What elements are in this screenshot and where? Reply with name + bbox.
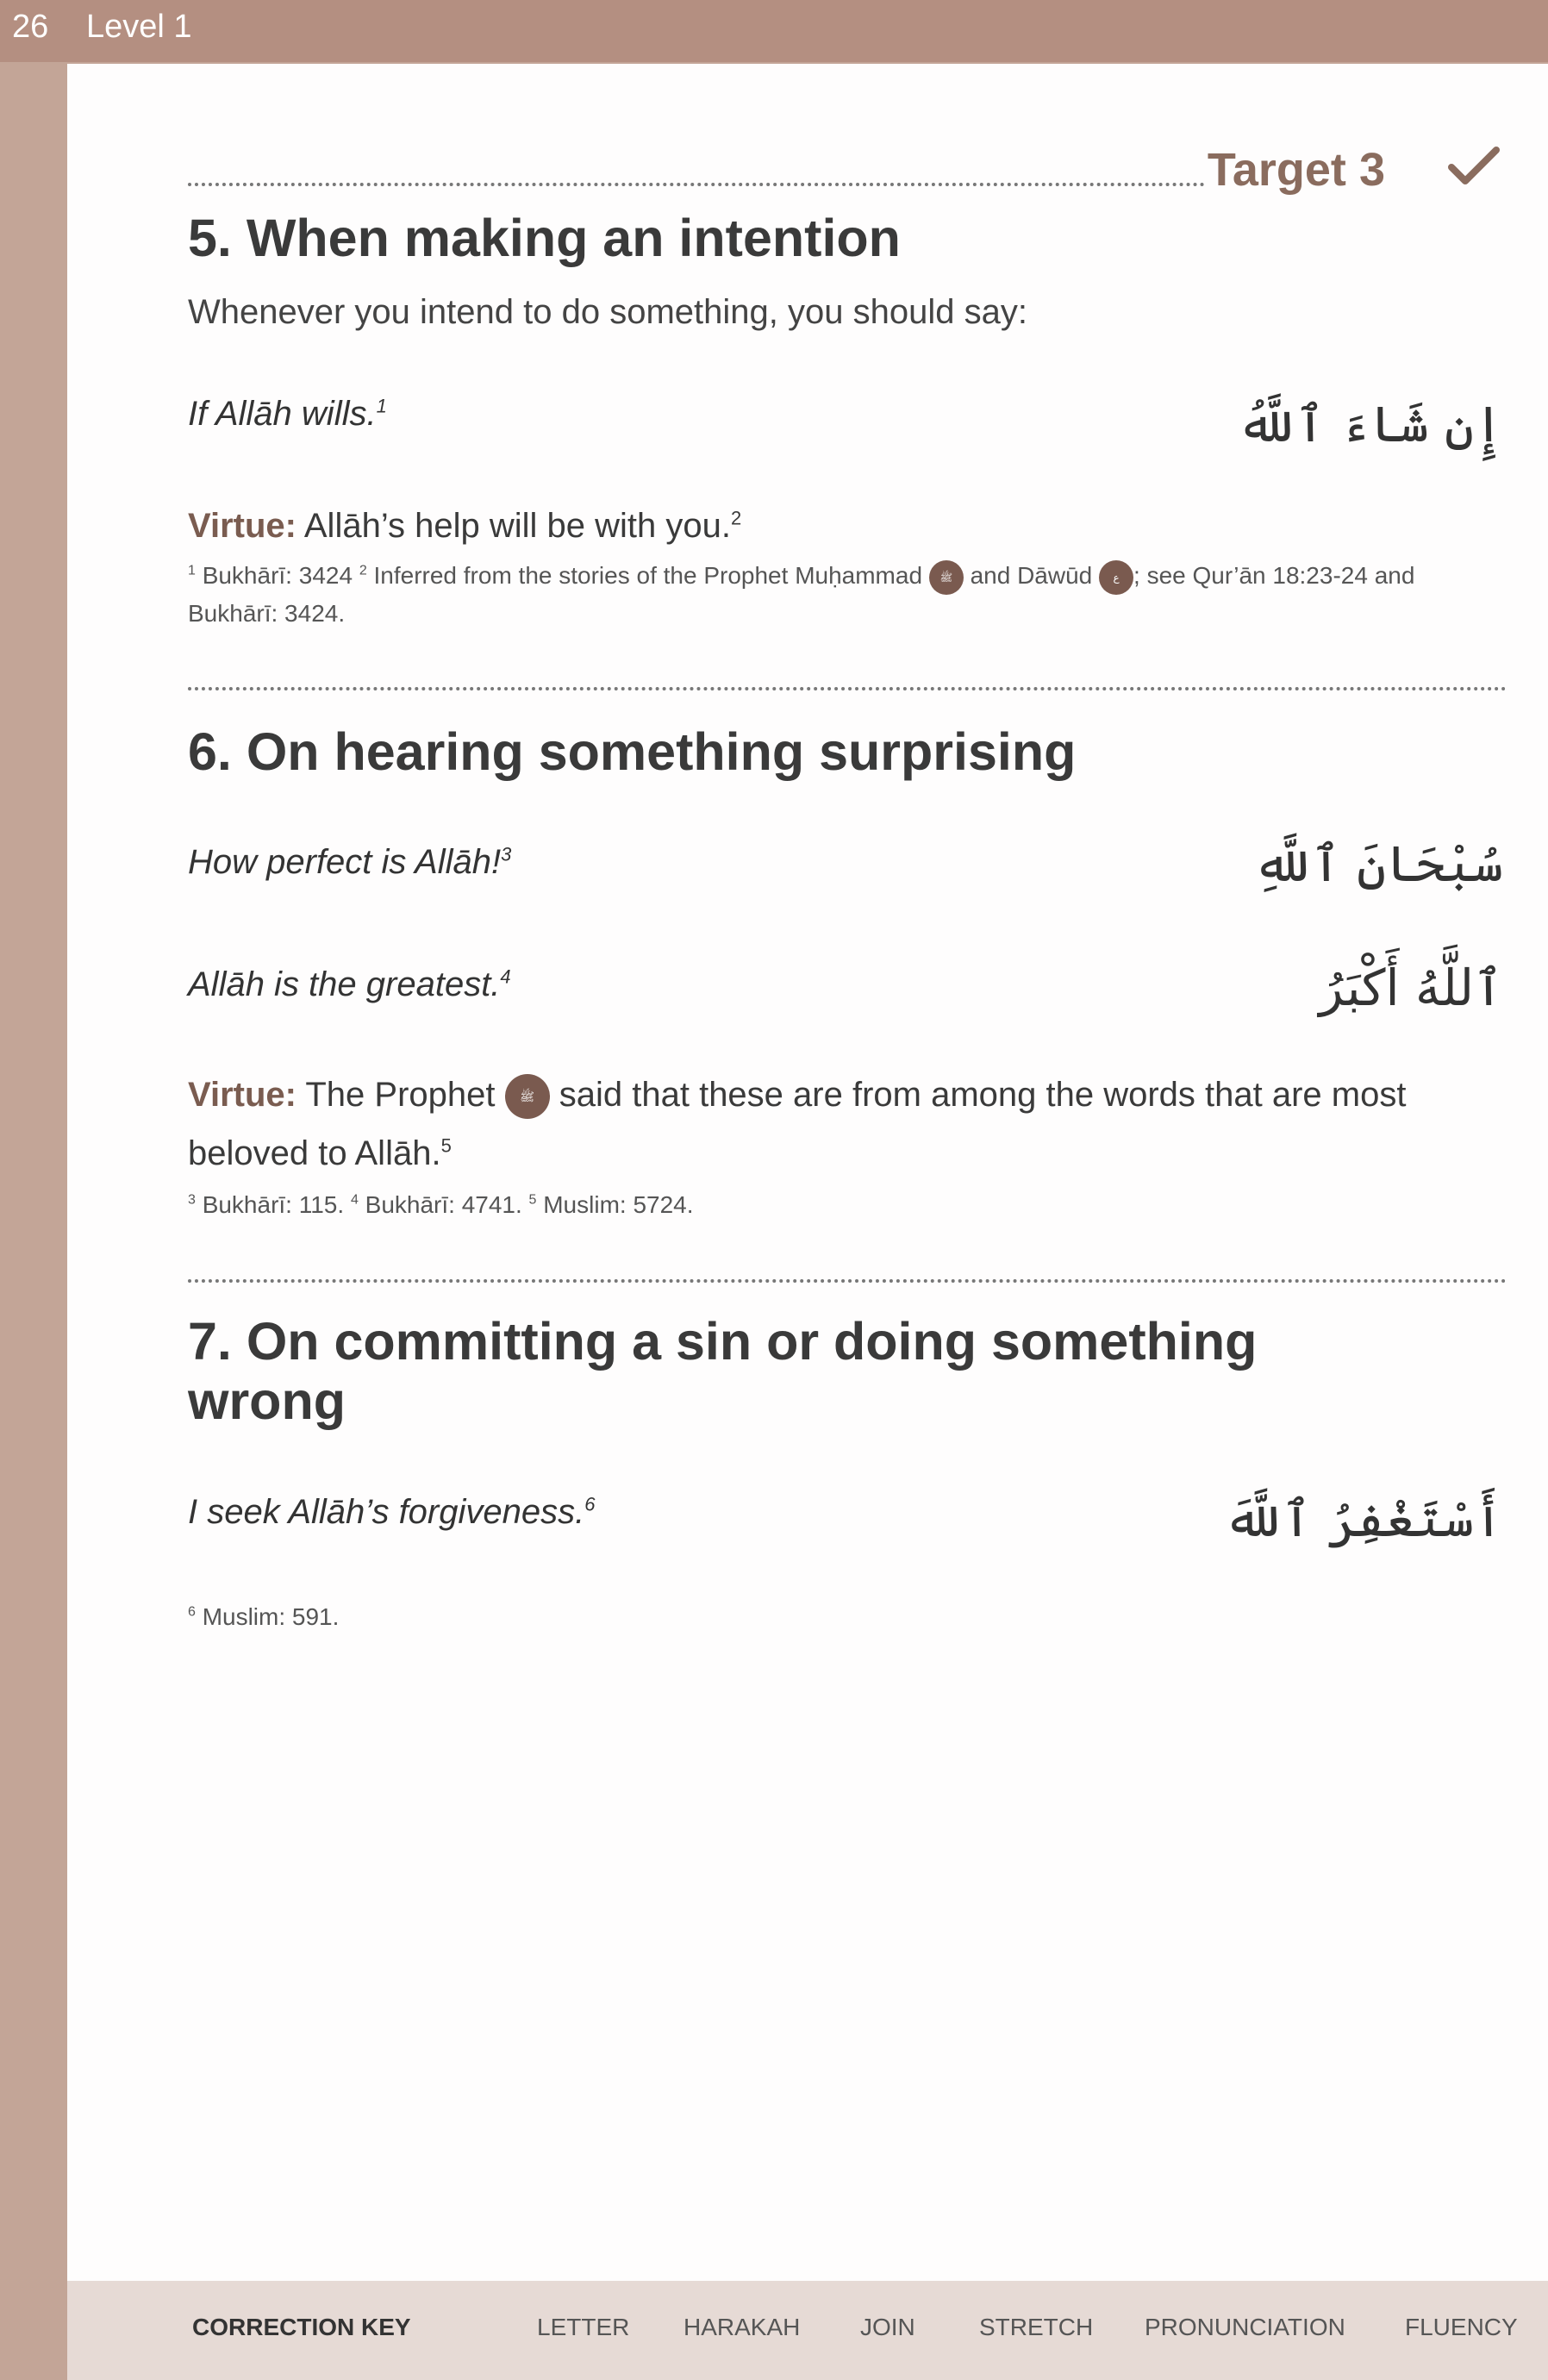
virtue [188,1065,1446,1183]
footnote-ref: 3 [501,843,512,865]
phrase-text: How perfect is Allāh! [188,843,502,881]
footnote-text: Muslim: 591. [202,1603,340,1630]
key-join: JOIN [860,2314,915,2340]
footnote-number: 4 [350,1192,359,1208]
section-intro: Whenever you intend to do something, you should say: [188,293,1027,331]
footnote-text: Bukhārī: 3424 [202,562,353,589]
virtue-label: Virtue: [188,1076,296,1114]
honorific-icon: ﷺ [505,1074,550,1119]
target-text: Target [1207,144,1346,196]
footnote-ref: 4 [500,965,511,988]
arabic-phrase: أَسْتَغْفِرُ ٱللَّهَ [1223,1490,1503,1548]
arabic-phrase: إِن شَاءَ ٱللَّهُ [1237,395,1503,453]
footnote-text: Bukhārī: 115. [202,1191,345,1218]
page-number: 26 [12,9,49,45]
footnote-number: 3 [188,1192,196,1208]
english-phrase [188,395,387,434]
footnote-text: and Dāwūd [970,562,1093,589]
arabic-phrase: سُبْحَانَ ٱللَّهِ [1252,834,1503,893]
key-harakah: HARAKAH [683,2314,801,2340]
phrase-text: Allāh is the greatest. [188,965,501,1003]
virtue-text: The Prophet [305,1076,496,1114]
key-pronunciation: PRONUNCIATION [1145,2314,1345,2340]
correction-key-bar [67,2281,1548,2380]
phrase-text: I seek Allāh’s forgiveness. [188,1493,585,1531]
footnote-number: 1 [188,563,196,578]
divider [188,1279,1507,1283]
virtue-label: Virtue: [188,507,296,545]
key-letter: LETTER [537,2314,630,2340]
footnote-ref: 2 [730,507,742,529]
honorific-icon: ع [1099,560,1133,595]
virtue [188,497,1446,555]
level-label: Level 1 [86,9,192,45]
footnote-text: ; see Qur’ān 18:23-24 and Bukhārī: 3424. [188,562,1415,627]
target-label [1208,143,1458,197]
footnotes [188,1186,1489,1223]
footnote-text: Bukhārī: 4741. [365,1191,522,1218]
footnote-ref: 5 [440,1134,452,1157]
footnote-number: 2 [359,563,367,578]
check-icon [1448,145,1501,188]
section-heading: 5. When making an intention [188,209,901,267]
virtue-text: Allāh’s help will be with you. [303,507,731,545]
footnote-number: 5 [528,1192,537,1208]
english-phrase [188,1493,595,1532]
divider [188,687,1507,690]
english-phrase [188,843,511,882]
key-stretch: STRETCH [979,2314,1094,2340]
english-phrase [188,965,511,1004]
footnotes [188,1598,1489,1635]
section-heading: 6. On hearing something surprising [188,722,1077,781]
target-number: 3 [1358,144,1385,196]
footnote-ref: 6 [584,1493,596,1515]
footnote-text: Inferred from the stories of the Prophet Muḥammad [373,562,923,589]
footnotes [188,557,1489,632]
divider [188,183,1205,186]
footnote-number: 6 [188,1604,196,1620]
footnote-text: Muslim: 5724. [543,1191,694,1218]
section-heading: 7. On committing a sin or doing something wrong [188,1312,1258,1430]
correction-key-label: CORRECTION KEY [192,2314,411,2340]
footnote-ref: 1 [376,395,387,417]
arabic-phrase: ٱللَّهُ أَكْبَرُ [1319,959,1503,1017]
key-fluency: FLUENCY [1405,2314,1518,2340]
top-bar [0,0,1548,62]
honorific-icon: ﷺ [929,560,964,595]
phrase-text: If Allāh wills. [188,395,377,433]
virtue-text: said that these are from among the words that are most beloved to Allāh. [188,1076,1407,1172]
